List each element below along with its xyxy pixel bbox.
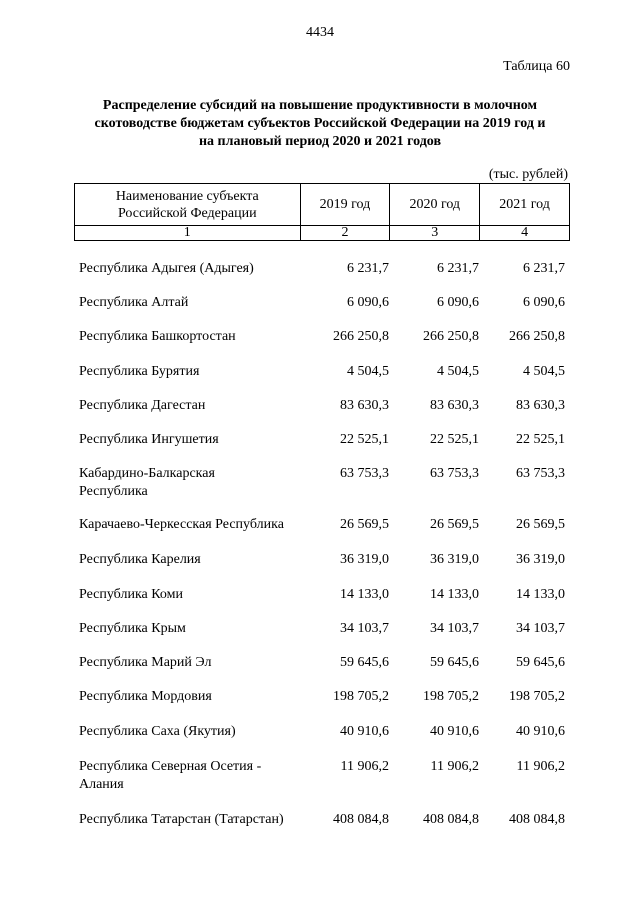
subject-name-line1: Республика Северная Осетия -	[79, 759, 262, 774]
header-2019: 2019 год	[300, 184, 390, 226]
page-number: 4434	[306, 25, 334, 40]
title-line: Распределение субсидий на повышение продуктивности в молочном	[102, 98, 538, 113]
value-2021: 198 705,2	[509, 689, 565, 704]
value-2019: 6 090,6	[347, 295, 389, 310]
subject-name-line2: Республика	[79, 484, 148, 499]
value-2019: 36 319,0	[340, 552, 389, 567]
subject-name: Республика Башкортостан	[79, 329, 236, 344]
subject-name	[79, 758, 304, 794]
value-2020: 198 705,2	[423, 689, 479, 704]
table-label: Таблица 60	[503, 59, 570, 74]
value-2019: 40 910,6	[340, 724, 389, 739]
value-2020: 59 645,6	[430, 655, 479, 670]
units-note: (тыс. рублей)	[488, 167, 568, 182]
value-2020: 26 569,5	[430, 517, 479, 532]
value-2019: 11 906,2	[340, 759, 389, 774]
value-2021: 59 645,6	[516, 655, 565, 670]
subject-name: Республика Саха (Якутия)	[79, 724, 236, 739]
subject-name: Республика Татарстан (Татарстан)	[79, 812, 284, 827]
header-2020: 2020 год	[390, 184, 480, 226]
value-2020: 40 910,6	[430, 724, 479, 739]
value-2020: 408 084,8	[423, 812, 479, 827]
value-2021: 26 569,5	[516, 517, 565, 532]
value-2020: 6 090,6	[437, 295, 479, 310]
value-2021: 11 906,2	[516, 759, 565, 774]
value-2021: 6 090,6	[523, 295, 565, 310]
value-2019: 4 504,5	[347, 364, 389, 379]
header-2021: 2021 год	[480, 184, 570, 226]
value-2020: 22 525,1	[430, 432, 479, 447]
value-2021: 63 753,3	[516, 466, 565, 481]
subject-name: Республика Мордовия	[79, 689, 212, 704]
column-number: 2	[300, 226, 390, 241]
subject-name: Республика Крым	[79, 621, 186, 636]
subject-name: Республика Дагестан	[79, 398, 206, 413]
value-2019: 83 630,3	[340, 398, 389, 413]
subject-name	[79, 465, 304, 501]
subject-name: Республика Адыгея (Адыгея)	[79, 261, 254, 276]
value-2019: 198 705,2	[333, 689, 389, 704]
column-number: 1	[75, 226, 301, 241]
value-2021: 34 103,7	[516, 621, 565, 636]
subject-name-line1: Кабардино-Балкарская	[79, 466, 215, 481]
value-2020: 6 231,7	[437, 261, 479, 276]
column-number: 4	[480, 226, 570, 241]
value-2021: 266 250,8	[509, 329, 565, 344]
value-2019: 63 753,3	[340, 466, 389, 481]
subject-name: Карачаево-Черкесская Республика	[79, 517, 284, 532]
value-2019: 22 525,1	[340, 432, 389, 447]
value-2021: 83 630,3	[516, 398, 565, 413]
value-2020: 83 630,3	[430, 398, 479, 413]
value-2020: 14 133,0	[430, 587, 479, 602]
value-2019: 6 231,7	[347, 261, 389, 276]
value-2020: 36 319,0	[430, 552, 479, 567]
table-header	[74, 183, 570, 241]
value-2019: 14 133,0	[340, 587, 389, 602]
column-number: 3	[390, 226, 480, 241]
value-2021: 408 084,8	[509, 812, 565, 827]
value-2021: 14 133,0	[516, 587, 565, 602]
subject-name: Республика Алтай	[79, 295, 189, 310]
value-2019: 266 250,8	[333, 329, 389, 344]
value-2020: 34 103,7	[430, 621, 479, 636]
value-2021: 4 504,5	[523, 364, 565, 379]
header-subject-name	[75, 184, 301, 226]
subject-name: Республика Бурятия	[79, 364, 200, 379]
subject-name: Республика Карелия	[79, 552, 201, 567]
value-2019: 26 569,5	[340, 517, 389, 532]
value-2019: 34 103,7	[340, 621, 389, 636]
value-2020: 11 906,2	[430, 759, 479, 774]
subject-name: Республика Ингушетия	[79, 432, 219, 447]
value-2021: 22 525,1	[516, 432, 565, 447]
subject-name-line2: Алания	[79, 777, 124, 792]
value-2021: 40 910,6	[516, 724, 565, 739]
subject-name: Республика Марий Эл	[79, 655, 212, 670]
header-subject-line1: Наименование субъекта	[115, 188, 259, 204]
value-2021: 36 319,0	[516, 552, 565, 567]
value-2019: 408 084,8	[333, 812, 389, 827]
table-title	[60, 97, 580, 151]
value-2021: 6 231,7	[523, 261, 565, 276]
subject-name: Республика Коми	[79, 587, 183, 602]
value-2019: 59 645,6	[340, 655, 389, 670]
value-2020: 63 753,3	[430, 466, 479, 481]
header-subject-line2: Российской Федерации	[117, 205, 257, 221]
title-line: на плановый период 2020 и 2021 годов	[198, 134, 442, 149]
value-2020: 4 504,5	[437, 364, 479, 379]
value-2020: 266 250,8	[423, 329, 479, 344]
title-line: скотоводстве бюджетам субъектов Российской Федерации на 2019 год и	[94, 116, 546, 131]
